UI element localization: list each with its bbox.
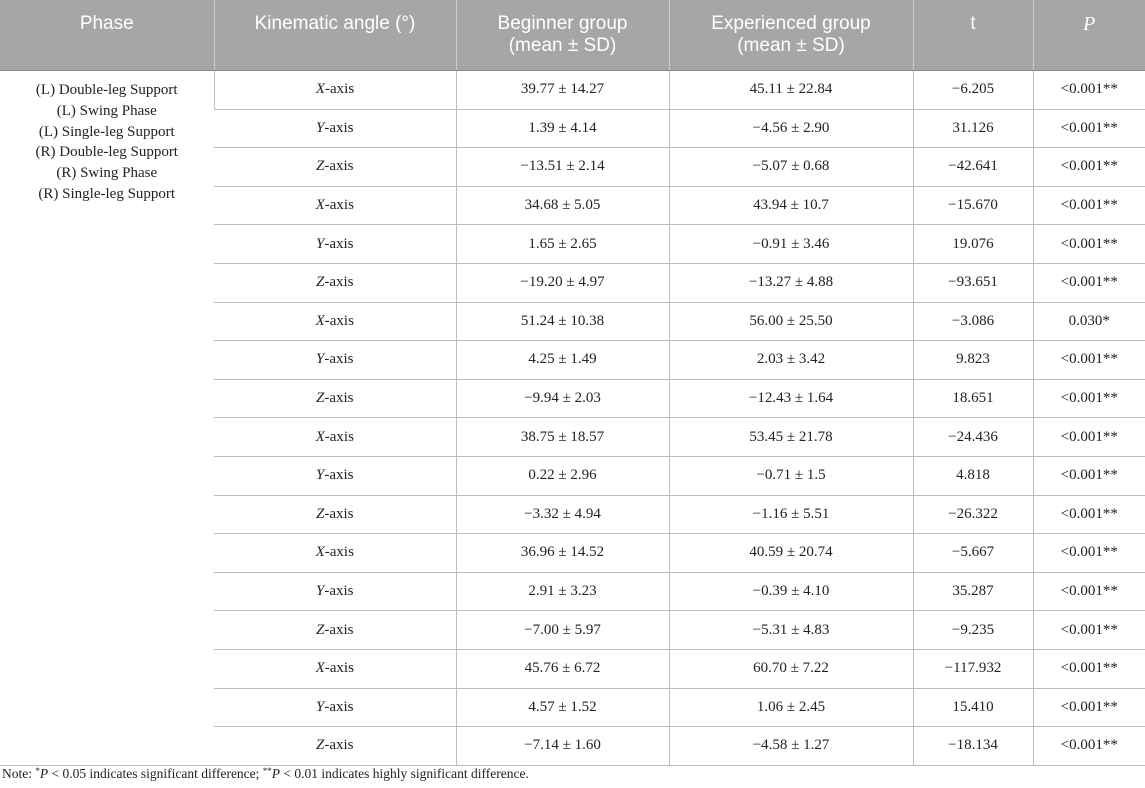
axis-letter: Y (315, 351, 325, 368)
experienced-cell: 1.06 ± 2.45 (669, 688, 913, 727)
axis-letter: Z (315, 390, 325, 407)
beginner-cell: 51.24 ± 10.38 (456, 302, 669, 341)
p-value-cell: <0.001** (1033, 572, 1145, 611)
axis-letter: X (315, 81, 325, 98)
axis-cell (214, 109, 456, 148)
beginner-cell: −19.20 ± 4.97 (456, 263, 669, 302)
axis-cell (214, 456, 456, 495)
header-p (1033, 0, 1145, 71)
p-value-cell: <0.001** (1033, 186, 1145, 225)
beginner-cell: 4.57 ± 1.52 (456, 688, 669, 727)
header-beginner-group (456, 0, 669, 71)
t-value-cell: −24.436 (913, 418, 1033, 457)
axis-suffix: -axis (324, 737, 354, 754)
p-value-cell: <0.001** (1033, 418, 1145, 457)
experienced-cell: 53.45 ± 21.78 (669, 418, 913, 457)
experienced-cell: 2.03 ± 3.42 (669, 341, 913, 380)
axis-cell (214, 688, 456, 727)
beginner-cell: 1.65 ± 2.65 (456, 225, 669, 264)
p-value-cell: <0.001** (1033, 727, 1145, 766)
beginner-cell: −7.00 ± 5.97 (456, 611, 669, 650)
header-experienced-line1: Experienced group (711, 13, 871, 34)
axis-suffix: -axis (324, 119, 354, 136)
note-p1: P (39, 766, 49, 781)
p-value-cell: <0.001** (1033, 611, 1145, 650)
experienced-cell: 56.00 ± 25.50 (669, 302, 913, 341)
t-value-cell: 19.076 (913, 225, 1033, 264)
axis-cell (214, 148, 456, 187)
beginner-cell: 4.25 ± 1.49 (456, 341, 669, 380)
t-value-cell: −6.205 (913, 71, 1033, 110)
axis-cell (214, 186, 456, 225)
t-value-cell: −18.134 (913, 727, 1033, 766)
beginner-cell: 36.96 ± 14.52 (456, 534, 669, 573)
table-footnote (2, 766, 529, 782)
axis-suffix: -axis (324, 274, 354, 291)
axis-letter: Z (315, 158, 325, 175)
beginner-cell: 0.22 ± 2.96 (456, 456, 669, 495)
p-value-cell: <0.001** (1033, 534, 1145, 573)
axis-suffix: -axis (324, 583, 354, 600)
axis-letter: Z (315, 274, 325, 291)
axis-letter: Y (315, 467, 325, 484)
axis-suffix: -axis (324, 390, 354, 407)
experienced-cell: −12.43 ± 1.64 (669, 379, 913, 418)
experienced-cell: −0.39 ± 4.10 (669, 572, 913, 611)
header-t (913, 0, 1033, 71)
axis-suffix: -axis (324, 544, 354, 561)
t-value-cell: −42.641 (913, 148, 1033, 187)
t-value-cell: −15.670 (913, 186, 1033, 225)
beginner-cell: −7.14 ± 1.60 (456, 727, 669, 766)
p-value-cell: <0.001** (1033, 379, 1145, 418)
axis-cell (214, 302, 456, 341)
phase-label: (R) Swing Phase (56, 165, 158, 182)
experienced-cell: −5.07 ± 0.68 (669, 148, 913, 187)
t-value-cell: 4.818 (913, 456, 1033, 495)
axis-suffix: -axis (324, 158, 354, 175)
t-value-cell: −117.932 (913, 649, 1033, 688)
t-value-cell: −3.086 (913, 302, 1033, 341)
axis-cell (214, 379, 456, 418)
axis-suffix: -axis (324, 235, 354, 252)
beginner-cell: 38.75 ± 18.57 (456, 418, 669, 457)
header-t-label: t (970, 13, 976, 34)
p-value-cell: <0.001** (1033, 225, 1145, 264)
p-value-cell: <0.001** (1033, 109, 1145, 148)
experienced-cell: 43.94 ± 10.7 (669, 186, 913, 225)
p-value-cell: <0.001** (1033, 71, 1145, 110)
phase-cell (0, 71, 214, 766)
experienced-cell: −5.31 ± 4.83 (669, 611, 913, 650)
experienced-cell: 40.59 ± 20.74 (669, 534, 913, 573)
t-value-cell: 18.651 (913, 379, 1033, 418)
t-value-cell: −5.667 (913, 534, 1033, 573)
axis-cell (214, 341, 456, 380)
axis-letter: Y (315, 583, 325, 600)
header-phase-label: Phase (79, 13, 134, 34)
p-value-cell: <0.001** (1033, 341, 1145, 380)
axis-suffix: -axis (324, 505, 354, 522)
beginner-cell: −3.32 ± 4.94 (456, 495, 669, 534)
axis-suffix: -axis (324, 351, 354, 368)
header-beginner-line2: (mean ± SD) (508, 35, 617, 56)
axis-suffix: -axis (324, 312, 354, 329)
beginner-cell: −9.94 ± 2.03 (456, 379, 669, 418)
beginner-cell: 39.77 ± 14.27 (456, 71, 669, 110)
p-value-cell: <0.001** (1033, 649, 1145, 688)
axis-cell (214, 534, 456, 573)
note-prefix: Note: (2, 766, 36, 781)
header-kinematic-angle (214, 0, 456, 71)
axis-cell (214, 727, 456, 766)
axis-letter: Z (315, 621, 325, 638)
header-experienced-group (669, 0, 913, 71)
axis-suffix: -axis (324, 698, 354, 715)
p-value-cell: <0.001** (1033, 148, 1145, 187)
experienced-cell: 45.11 ± 22.84 (669, 71, 913, 110)
table-body (0, 71, 1145, 766)
phase-label: (R) Double-leg Support (35, 144, 178, 161)
axis-suffix: -axis (324, 621, 354, 638)
note-star1: * (35, 766, 40, 776)
note-text1: < 0.05 indicates significant difference; (48, 766, 263, 781)
header-phase (0, 0, 214, 71)
t-value-cell: −26.322 (913, 495, 1033, 534)
experienced-cell: −1.16 ± 5.51 (669, 495, 913, 534)
axis-cell (214, 225, 456, 264)
beginner-cell: 34.68 ± 5.05 (456, 186, 669, 225)
axis-cell (214, 611, 456, 650)
header-beginner-line1: Beginner group (497, 13, 628, 34)
header-row (0, 0, 1145, 71)
experienced-cell: −0.71 ± 1.5 (669, 456, 913, 495)
beginner-cell: 45.76 ± 6.72 (456, 649, 669, 688)
t-value-cell: 31.126 (913, 109, 1033, 148)
p-value-cell: <0.001** (1033, 263, 1145, 302)
axis-cell (214, 71, 456, 110)
phase-label: (L) Double-leg Support (35, 82, 178, 98)
t-value-cell: 9.823 (913, 341, 1033, 380)
experienced-cell: −4.56 ± 2.90 (669, 109, 913, 148)
t-value-cell: 15.410 (913, 688, 1033, 727)
axis-letter: X (315, 544, 325, 561)
t-value-cell: −9.235 (913, 611, 1033, 650)
table-row (0, 71, 1145, 110)
t-value-cell: −93.651 (913, 263, 1033, 302)
axis-letter: Z (315, 737, 325, 754)
experienced-cell: −13.27 ± 4.88 (669, 263, 913, 302)
phase-label: (L) Single-leg Support (38, 123, 175, 140)
axis-letter: Z (315, 505, 325, 522)
axis-suffix: -axis (325, 81, 355, 98)
axis-suffix: -axis (324, 197, 354, 214)
axis-letter: Y (315, 235, 325, 252)
axis-suffix: -axis (324, 660, 354, 677)
note-p2: P (271, 766, 281, 781)
experienced-cell: −4.58 ± 1.27 (669, 727, 913, 766)
p-value-cell: 0.030* (1033, 302, 1145, 341)
header-kinematic-angle-label: Kinematic angle (°) (254, 13, 416, 34)
axis-cell (214, 572, 456, 611)
axis-letter: Y (315, 698, 325, 715)
axis-letter: X (315, 312, 325, 329)
axis-letter: X (315, 428, 325, 445)
experienced-cell: −0.91 ± 3.46 (669, 225, 913, 264)
axis-letter: Y (315, 119, 325, 136)
p-value-cell: <0.001** (1033, 495, 1145, 534)
note-star2: ** (262, 766, 272, 776)
axis-suffix: -axis (324, 467, 354, 484)
t-value-cell: 35.287 (913, 572, 1033, 611)
phase-label: (L) Swing Phase (56, 102, 157, 119)
p-value-cell: <0.001** (1033, 456, 1145, 495)
beginner-cell: 2.91 ± 3.23 (456, 572, 669, 611)
note-text2: < 0.01 indicates highly significant difference. (280, 766, 529, 781)
axis-suffix: -axis (324, 428, 354, 445)
experienced-cell: 60.70 ± 7.22 (669, 649, 913, 688)
axis-cell (214, 649, 456, 688)
axis-cell (214, 495, 456, 534)
p-value-cell: <0.001** (1033, 688, 1145, 727)
beginner-cell: −13.51 ± 2.14 (456, 148, 669, 187)
phase-label: (R) Single-leg Support (38, 185, 176, 202)
beginner-cell: 1.39 ± 4.14 (456, 109, 669, 148)
header-experienced-line2: (mean ± SD) (737, 35, 845, 56)
axis-letter: X (315, 660, 325, 677)
header-p-label: P (1083, 13, 1096, 35)
axis-letter: X (315, 197, 325, 214)
axis-cell (214, 263, 456, 302)
axis-cell (214, 418, 456, 457)
